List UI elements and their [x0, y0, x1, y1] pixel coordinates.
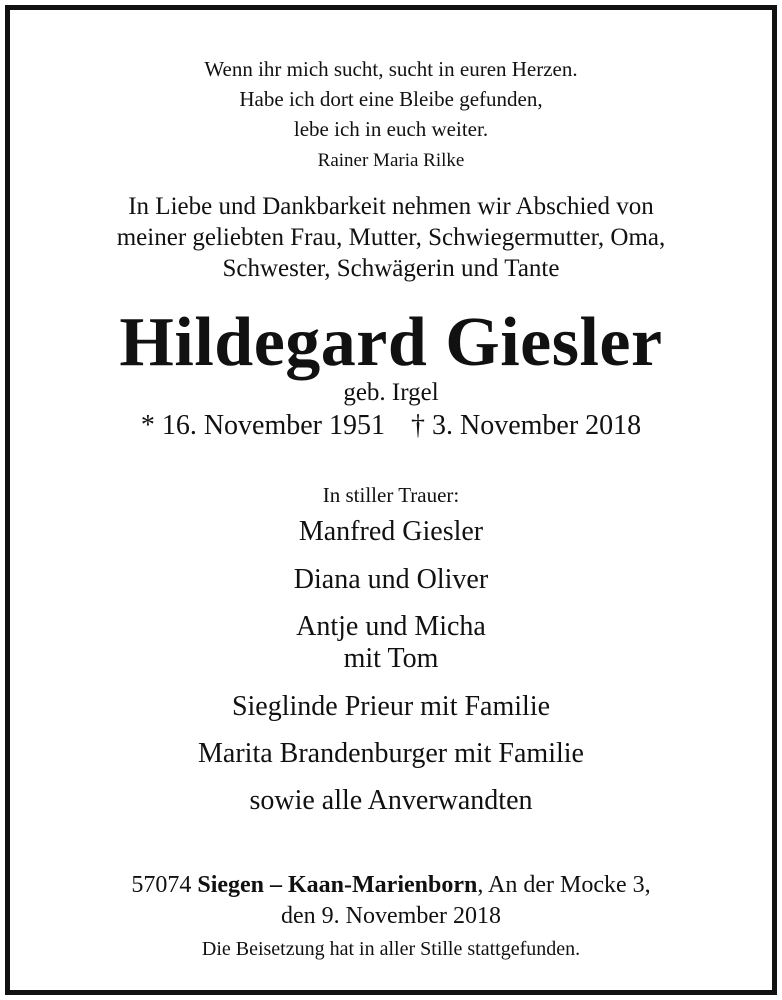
poem-author: Rainer Maria Rilke — [317, 150, 465, 171]
poem-line-3: lebe ich in euch weiter. — [293, 117, 489, 141]
mourner-4: Sieglinde Prieur mit Familie — [231, 691, 551, 722]
mourning-label: In stiller Trauer: — [322, 483, 460, 507]
birth-date: * 16. November 1951 — [140, 410, 385, 441]
maiden-name: geb. Irgel — [343, 379, 439, 406]
deceased-name: Hildegard Giesler — [119, 304, 663, 381]
mourner-6: sowie alle Anverwandten — [249, 785, 533, 816]
address-date: den 9. November 2018 — [281, 903, 501, 929]
poem-line-1: Wenn ihr mich sucht, sucht in euren Herzen. — [204, 57, 578, 81]
obituary-frame — [5, 5, 777, 995]
intro-line-2: meiner geliebten Frau, Mutter, Schwiegermutter, Oma, — [116, 224, 666, 251]
poem-line-2: Habe ich dort eine Bleibe gefunden, — [239, 87, 543, 111]
funeral-note: Die Beisetzung hat in aller Stille stattgefunden. — [201, 938, 581, 960]
poem — [10, 54, 772, 144]
life-dates — [10, 409, 772, 443]
intro-line-3: Schwester, Schwägerin und Tante — [222, 255, 560, 282]
mourner-3-sub: mit Tom — [343, 643, 439, 674]
city: Siegen – Kaan-Marienborn — [197, 872, 478, 898]
address — [10, 870, 772, 932]
mourner-1: Manfred Giesler — [298, 516, 484, 547]
street: An der Mocke 3, — [488, 872, 651, 898]
intro-text — [10, 191, 772, 284]
postal-code: 57074 — [131, 872, 192, 898]
death-date: † 3. November 2018 — [411, 410, 642, 441]
intro-line-1: In Liebe und Dankbarkeit nehmen wir Abschied von — [128, 193, 654, 220]
mourner-5: Marita Brandenburger mit Familie — [198, 738, 584, 769]
address-line-1: 57074 Siegen – Kaan-Marienborn, An der Mocke 3, — [131, 872, 651, 898]
mourner-3: Antje und Micha — [296, 611, 486, 642]
mourner-2: Diana und Oliver — [293, 564, 489, 595]
